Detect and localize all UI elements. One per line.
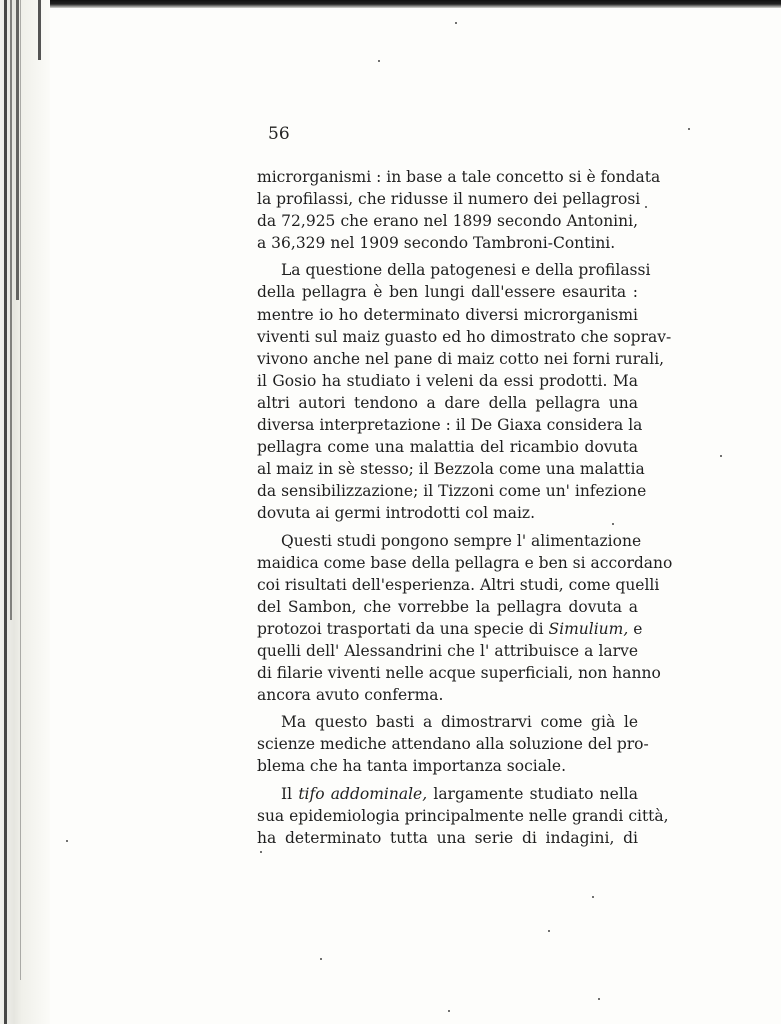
text-line: la profilassi, che ridusse il numero dei pellagrosi: [257, 190, 641, 209]
text-line-with-italic: [257, 783, 638, 805]
text-line: del Sambon, che vorrebbe la pellagra dovuta a: [257, 597, 638, 616]
text-line: vivono anche nel pane di maiz cotto nei forni rurali,: [257, 349, 665, 368]
text-line: da sensibilizzazione; il Tizzoni come un' infezione: [257, 482, 647, 501]
text-line: diversa interpretazione : il De Giaxa considera la: [257, 416, 643, 435]
text-line: viventi sul maiz guasto ed ho dimostrato che soprav-: [257, 327, 672, 346]
text-line: dovuta ai germi introdotti col maiz.: [257, 504, 535, 523]
text-line: mentre io ho determinato diversi microrganismi: [257, 305, 638, 324]
text-line: altri autori tendono a dare della pellagra una: [257, 393, 638, 412]
text-line: sua epidemiologia principalmente nelle grandi città,: [257, 806, 669, 825]
italic-term: Simulium,: [548, 619, 629, 638]
text-line: coi risultati dell'esperienza. Altri studi, come quelli: [257, 575, 660, 594]
text-line: da 72,925 che erano nel 1899 secondo Antonini,: [257, 212, 638, 231]
text-line: microrganismi : in base a tale concetto si è fondata: [257, 168, 661, 186]
text-line: La questione della patogenesi e della profilassi: [281, 261, 651, 280]
text-line: blema che ha tanta importanza sociale.: [257, 757, 567, 776]
paragraph-3: [257, 530, 673, 707]
text-line: scienze mediche attendano alla soluzione del pro-: [257, 735, 649, 754]
text-line: pellagra come una malattia del ricambio dovuta: [257, 438, 638, 457]
text-line: quelli dell' Alessandrini che l' attribuisce a larve: [257, 641, 638, 660]
book-binding-edge: [0, 0, 50, 1024]
text-fragment: protozoi trasportati da una specie di: [257, 619, 544, 638]
text-fragment: largamente studiato nella: [433, 784, 638, 803]
text-line: Ma questo basti a dimostrarvi come già le: [281, 713, 638, 732]
paragraph-1: [257, 166, 661, 254]
text-line: a 36,329 nel 1909 secondo Tambroni-Contini.: [257, 234, 616, 253]
text-fragment: Il: [281, 784, 293, 803]
text-line: ancora avuto conferma.: [257, 686, 444, 705]
page-number: 56: [268, 124, 290, 144]
page-top-edge: [0, 0, 781, 8]
body-text: [257, 166, 673, 849]
paragraph-2: [257, 259, 672, 524]
text-line: di filarie viventi nelle acque superficiali, non hanno: [257, 664, 661, 683]
paragraph-4: [257, 711, 649, 777]
text-line: il Gosio ha studiato i veleni da essi prodotti. Ma: [257, 371, 638, 390]
text-fragment: e: [633, 619, 643, 638]
italic-term: tifo addominale,: [298, 784, 428, 803]
text-line: al maiz in sè stesso; il Bezzola come una malattia: [257, 460, 645, 479]
text-line: Questi studi pongono sempre l' alimentazione: [281, 531, 642, 550]
paragraph-5: [257, 783, 669, 849]
text-line-with-italic: [257, 618, 643, 640]
text-line: maidica come base della pellagra e ben si accordano: [257, 553, 673, 572]
text-line: della pellagra è ben lungi dall'essere esaurita :: [257, 283, 638, 302]
text-line: ha determinato tutta una serie di indagini, di: [257, 828, 638, 847]
